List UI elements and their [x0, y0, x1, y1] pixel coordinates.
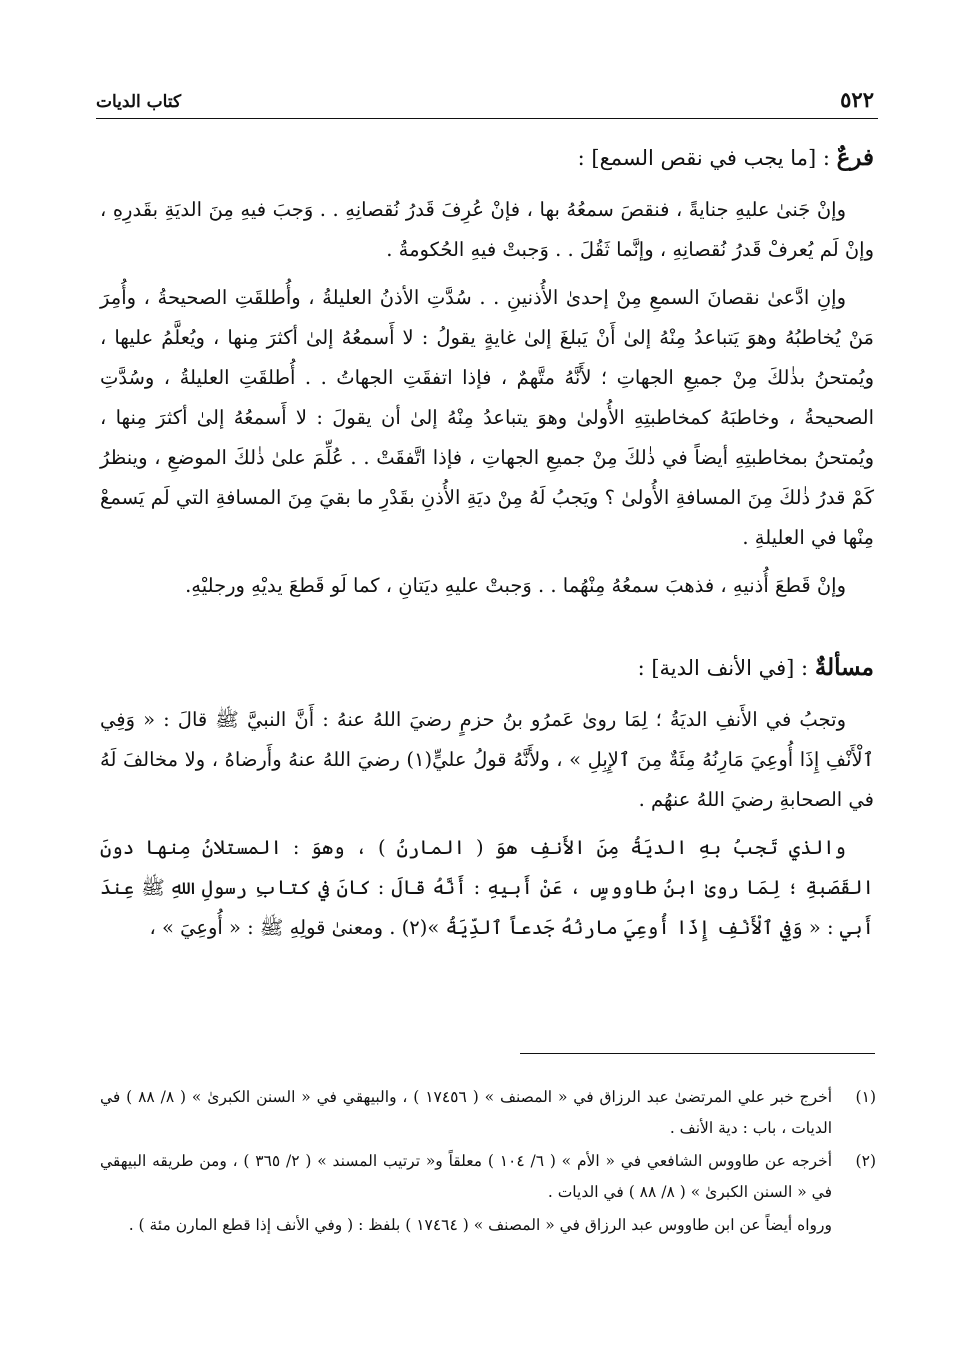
footnote-text: أخرج خبر علي المرتضىٰ عبد الرزاق في « المصنف » ( ١٧٤٥٦ ) ، والبيهقي في « السنن الكبرىٰ » ( ٨/ ٨٨ ) في الديات ، باب : دية الأنف . [100, 1088, 833, 1137]
paragraph: وتجبُ في الأَنفِ الديَةُ ؛ لِمَا روىٰ عَمرُو بنُ حزمٍ رضيَ اللهُ عنهُ : أَنَّ النبيَّ ﷺ قالَ : « وَفِي ٱلْأَنْفِ إِذَا أُوعِيَ مَارِنُهُ مِئَةٌ مِنَ ٱلإِبِلِ » ، ولأَنَّهُ قولُ عليٍّ(١) رضيَ اللهُ عنهُ وأَرضاهُ ، ولا مخالفَ لَهُ في الصحابةِ رضيَ اللهُ عنهُم . [100, 708, 874, 811]
header-divider [96, 118, 878, 119]
footnotes [100, 1082, 876, 1241]
footnote-text: أخرجه عن طاووس الشافعي في « الأم » ( ٦/ ١٠٤ ) معلقاً و« ترتيب المسند » ( ٢/ ٣٦٥ ) ، ومن طريقه البيهقي في « السنن الكبرىٰ » ( ٨/ ٨٨ ) في الديات . [100, 1152, 833, 1201]
section-title: : [في الأنف الدية] : [637, 656, 815, 680]
page-header [96, 82, 874, 112]
paragraph: وإنْ قَطعَ أُذنيهِ ، فذهبَ سمعُهُ مِنْهُما . . وَجبتْ عليهِ ديَتانِ ، كما لَو قَطعَ يديْهِ ورجليْهِ. [185, 574, 846, 597]
section-keyword: مسألةٌ [814, 654, 874, 681]
footnote [100, 1146, 876, 1208]
footnote-number: (١) [855, 1088, 876, 1106]
section-heading-hearing [100, 140, 874, 176]
section-title: : [ما يجب في نقص السمع] : [577, 146, 837, 170]
paragraph: وإنْ جَنىٰ عليهِ جنايةً ، فنقصَ سمعُهُ بها ، فإنْ عُرِفَ قَدرُ نُقصانِهِ . . وَجبَ فيهِ مِنَ الديَةِ بقَدرِهِ ، وإنْ لَم يُعرفْ قَدرُ نُقصانِهِ ، وإنَّما ثَقُلَ . . وَجبتْ فيهِ الحُكومةُ . [100, 198, 874, 261]
page-number: ٥٢٢ [840, 87, 874, 112]
paragraph: والذي تَجبُ بهِ الديَةُ مِنَ الأَنفِ هوَ ( المارنُ ) ، وهوَ : المستلانُ مِنها دونَ القَصَبةِ ؛ لِمَا روىٰ ابنُ طاووسٍ ، عَنْ أَبيهِ : أَنَّهُ قالَ : كانَ في كتابِ رسولِ اللهِ ﷺ عِندَ أَبي : « وَفِي ٱلْأَنْفِ إِذَا أُوعِيَ مارنُهُ جَدعاً ٱلدِّيَةُ »(٢) . ومعنىٰ قولِهِ ﷺ : « أُوعِيَ » ، [100, 836, 874, 939]
footnote-number: (٢) [855, 1152, 876, 1170]
footnote [100, 1082, 876, 1144]
section-keyword: فرعٌ [836, 144, 874, 171]
footnote-divider [520, 1053, 875, 1054]
section-heading-nose [100, 650, 874, 686]
paragraph: وإنِ ادَّعىٰ نقصانَ السمعِ مِنْ إحدىٰ الأُذنينِ . . سُدَّتِ الأذنُ العليلةُ ، وأُطلقَتِ الصحيحةُ ، وأُمِرَ مَنْ يُخاطبُهُ وهوَ يَتباعدُ مِنْهُ إلىٰ أَنْ يَبلغَ إلىٰ غايةٍ يقولُ : لا أَسمعُهُ إلىٰ أكثرَ مِنها ، ويُعلَّمُ عليها ، ويُمتحنُ بذٰلكَ مِنْ جميعِ الجهاتِ ؛ لأَنَّهُ متَّهمٌ ، فإذا اتفقَتِ الجهاتُ . . أُطلقَتِ العليلةُ ، وسُدَّتِ الصحيحةُ ، وخاطبَهُ كمخاطبتِهِ الأُولىٰ وهوَ يتباعدُ مِنْهُ إلىٰ أن يقولَ : لا أَسمعُهُ إلىٰ أكثرَ مِنها ، ويُمتحنُ بمخاطبتِهِ أيضاً في ذٰلكَ مِنْ جميعِ الجهاتِ ، فإذا اتَّفقَتْ . . عُلِّمَ علىٰ ذٰلكَ الموضعِ ، وينظرُ كَمْ قدرُ ذٰلكَ مِنَ المسافةِ الأُولىٰ ؟ ويَجبُ لَهُ مِنْ ديَةِ الأُذنِ بقَدْرِ ما بقيَ مِنَ المسافةِ التي لَم يَسمعْ مِنْها في العليلةِ . [100, 286, 874, 549]
main-text [100, 140, 874, 956]
footnote-continuation: ورواه أيضاً عن ابن طاووس عبد الرزاق في « المصنف » ( ١٧٤٦٤ ) بلفظ : ( وفي الأنف إذا قطع المارن مئة ) . [128, 1216, 832, 1234]
running-title: كتاب الديات [96, 92, 182, 112]
